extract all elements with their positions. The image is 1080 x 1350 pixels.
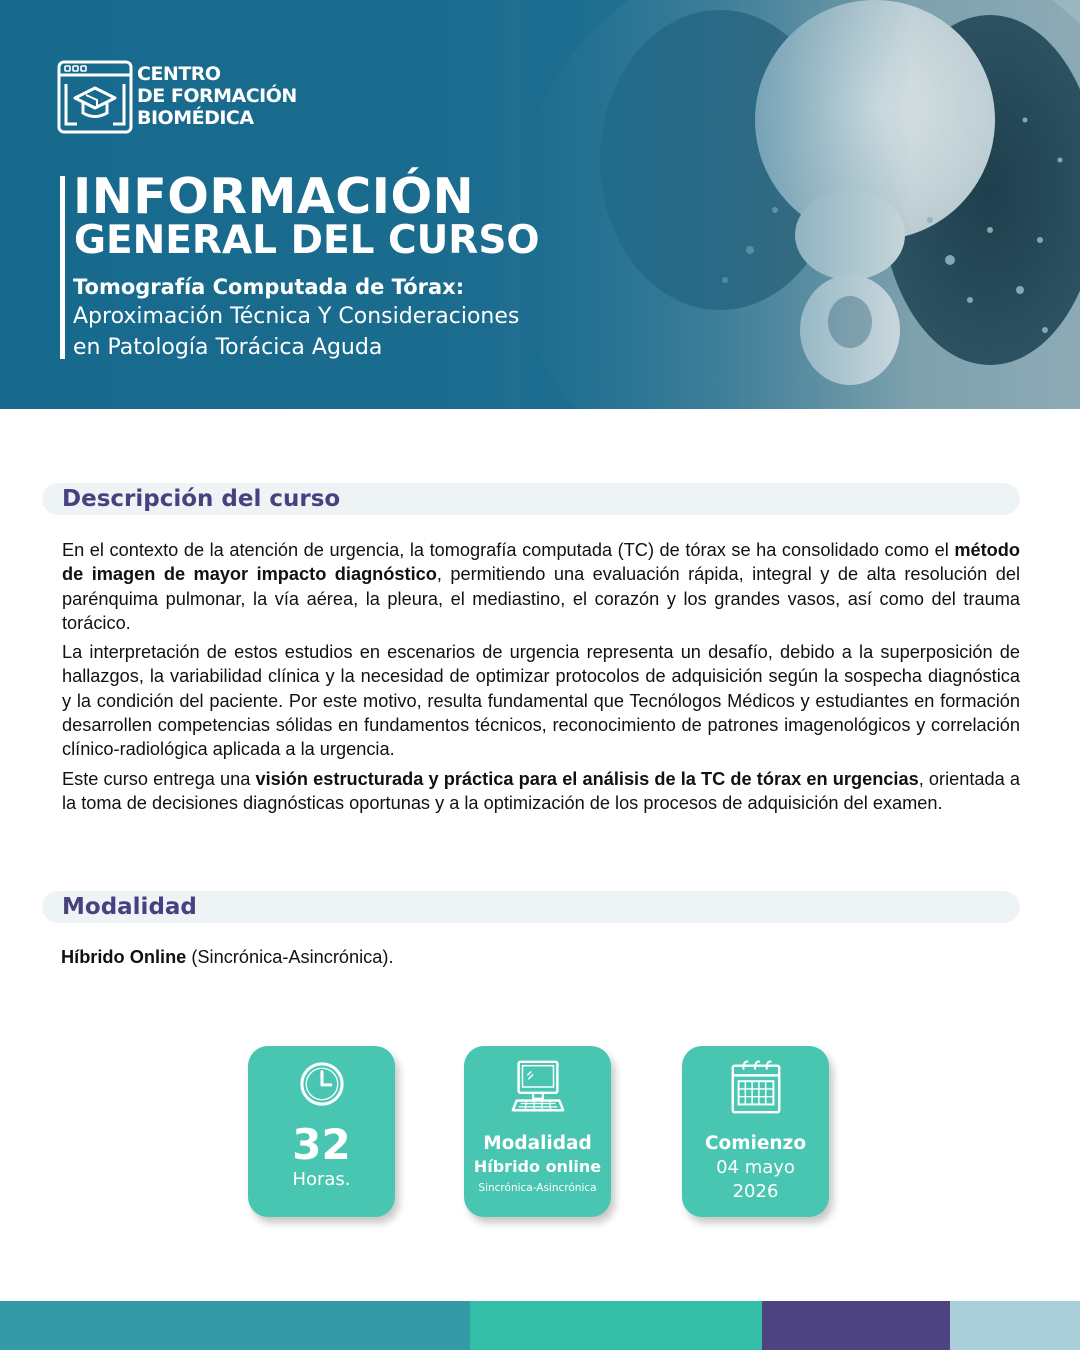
hours-unit: Horas. bbox=[292, 1169, 351, 1190]
title-accent-bar bbox=[60, 176, 65, 359]
start-card-title: Comienzo bbox=[704, 1133, 807, 1154]
start-date-day: 04 mayo bbox=[716, 1157, 795, 1178]
hours-card bbox=[248, 1046, 395, 1217]
brand-name: CENTRO DE FORMACIÓN BIOMÉDICA bbox=[137, 63, 297, 129]
description-body bbox=[62, 538, 1020, 820]
course-name: Tomografía Computada de Tórax: bbox=[73, 275, 465, 299]
footer-stripe-light-blue bbox=[950, 1301, 1080, 1350]
computer-icon bbox=[507, 1056, 569, 1118]
calendar-icon bbox=[725, 1056, 787, 1118]
modality-card-detail: Sincrónica-Asincrónica bbox=[478, 1182, 597, 1194]
hours-value: 32 bbox=[292, 1120, 351, 1169]
modality-card-title: Modalidad bbox=[483, 1133, 592, 1154]
footer-stripe-green bbox=[470, 1301, 762, 1350]
footer-stripe-purple bbox=[762, 1301, 950, 1350]
page-title-line2: GENERAL DEL CURSO bbox=[74, 218, 540, 263]
start-date-year: 2026 bbox=[732, 1181, 779, 1202]
description-paragraph-1: En el contexto de la atención de urgencia, la tomografía computada (TC) de tórax se ha consolidado como el método de imagen de mayor impacto diagnóstico, permitiendo una evaluación rápida, integral y de alta resolución del parénquima pulmonar, la vía aérea, la pleura, el mediastino, el corazón y los grandes vasos, así como del trauma torácico. bbox=[62, 540, 1020, 633]
course-subtitle-line2: en Patología Torácica Aguda bbox=[73, 335, 383, 360]
course-subtitle-line1: Aproximación Técnica Y Consideraciones bbox=[73, 304, 520, 329]
description-paragraph-3: Este curso entrega una visión estructurada y práctica para el análisis de la TC de tórax en urgencias, orientada a la toma de decisiones diagnósticas oportunas y a la optimización de los procesos de adquisición del examen. bbox=[62, 768, 1020, 813]
description-paragraph-2: La interpretación de estos estudios en escenarios de urgencia representa un desafío, debido a la superposición de hallazgos, la variabilidad clínica y la necesidad de optimizar protocolos de adquisición según la sospecha diagnóstica y la condición del paciente. Por este motivo, resulta fundamental que Tecnólogos Médicos y estudiantes en formación desarrollen competencias sólidas en fundamentos técnicos, reconocimiento de patrones imagenológicos y correlación clínico-radiológica aplicada a la urgencia. bbox=[62, 642, 1020, 760]
modality-heading: Modalidad bbox=[62, 894, 197, 920]
ct-scan-image bbox=[520, 0, 1080, 409]
header-banner bbox=[0, 0, 1080, 409]
page-title-line1: INFORMACIÓN bbox=[73, 168, 475, 225]
graduation-cap-icon bbox=[57, 60, 133, 134]
description-heading-bar bbox=[42, 483, 1020, 515]
clock-icon bbox=[294, 1056, 350, 1112]
modality-card bbox=[464, 1046, 611, 1217]
description-heading: Descripción del curso bbox=[62, 486, 341, 512]
modality-heading-bar bbox=[42, 891, 1020, 923]
footer-stripe-teal-blue bbox=[0, 1301, 470, 1350]
brand-logo bbox=[57, 60, 297, 136]
start-date-card bbox=[682, 1046, 829, 1217]
modality-text: Híbrido Online (Sincrónica-Asincrónica). bbox=[61, 947, 394, 967]
modality-card-subtitle: Híbrido online bbox=[473, 1157, 602, 1176]
